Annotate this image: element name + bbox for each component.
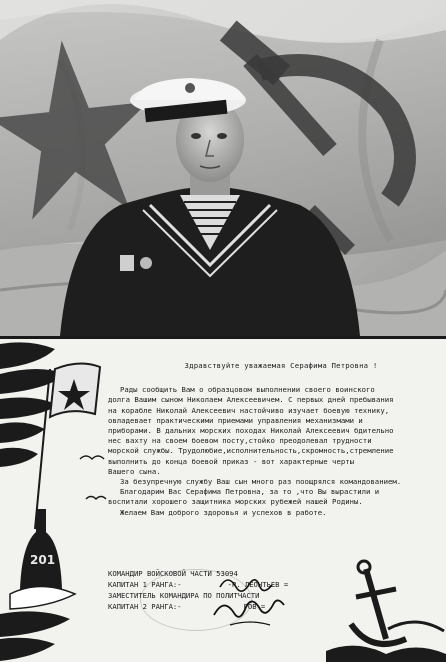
signature-rank-2-name: РОВ = <box>243 602 266 611</box>
letter-line: на корабле Николай Алексеевич настойчиво изучает боевую технику, <box>108 405 390 415</box>
letter-line: нес вахту на своем боевом посту,стойко преодолевал трудности <box>108 436 372 446</box>
letter-line: Желаем Вам доброго здоровья и успехов в работе. <box>120 507 327 517</box>
letter-line: морской службы. Трудолюбие,исполнительность,скромность,стремление <box>108 446 394 456</box>
signature-rank-1-name: -Р. ЛЕОНТЬЕВ = <box>227 580 289 589</box>
letter-greeting: Здравствуйте уважаемая Серафима Петровна ! <box>184 361 378 370</box>
letter-line: Рады сообщить Вам о образцовом выполнении своего воинского <box>120 385 375 395</box>
letter-line: долга Вашим сыном Николаем Алексеевичем. С первых дней пребывания <box>108 395 394 405</box>
letter-line: воспитали хорошего защитника морских рубежей нашей Родины. <box>108 497 363 507</box>
signature-deputy: ЗАМЕСТИТЕЛЬ КОМАНДИРА ПО ПОЛИТЧАСТИ <box>108 591 260 600</box>
letter-body <box>108 385 442 518</box>
handwritten-signatures <box>210 565 320 635</box>
letter-line: Благодарим Вас Серафима Петровна, за то ,что Вы вырастили и <box>120 487 380 497</box>
signature-rank-1-label: КАПИТАН 1 РАНГА:- <box>108 580 182 589</box>
signature-unit: КОМАНДИР ВОЙСКОВОЙ ЧАСТИ 53094 <box>108 569 238 578</box>
naval-decoration-left <box>0 339 120 662</box>
letter-line: выполнить до конца боевой приказ - вот характерные черты <box>108 456 355 466</box>
letter-line: овладевает практическими приемами управления механизмами и <box>108 415 363 425</box>
letter-text <box>108 361 442 518</box>
letter-line: Вашего сына. <box>108 466 161 476</box>
letter-sheet <box>0 339 446 662</box>
letter-line: приборами. В дальних морских походах Николай Алексеевич бдительно <box>108 426 394 436</box>
letter-line: За безупречную службу Ваш сын много раз поощрялся командованием. <box>120 477 402 487</box>
signature-rank-2-label: КАПИТАН 2 РАНГА:- <box>108 602 182 611</box>
svg-text:201: 201 <box>30 553 56 567</box>
